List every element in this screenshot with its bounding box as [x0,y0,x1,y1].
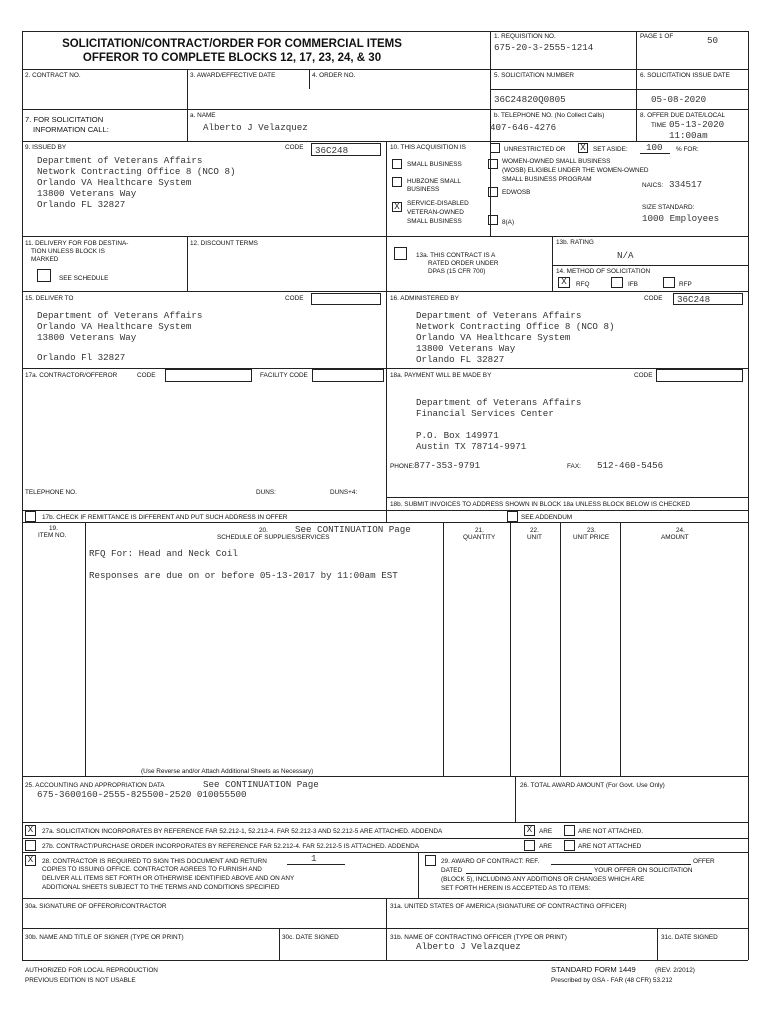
payment-line-2: Financial Services Center [416,408,554,419]
payment-line-1: Department of Veterans Affairs [416,397,582,408]
contractor-code-label: CODE [137,372,156,379]
deliver-to-line-5: Orlando Fl 32827 [37,352,126,363]
deliver-to-code-label: CODE [285,295,304,302]
ifb-checkbox[interactable] [611,277,623,288]
unit-header-1: 22. [530,527,539,534]
rfq-label: RFQ [576,281,590,288]
administered-by-line-2: Network Contracting Office 8 (NCO 8) [416,321,615,332]
acquisition-label: 10. THIS ACQUISITION IS [390,144,466,151]
offer-due-label: 8. OFFER DUE DATE/LOCAL [640,112,726,119]
administered-by-line-3: Orlando VA Healthcare System [416,332,571,343]
accounting-see-continuation: See CONTINUATION Page [203,779,319,790]
issued-by-label: 9. ISSUED BY [25,144,67,151]
naics-label: NAICS: [642,182,664,189]
administered-by-line-5: Orlando FL 32827 [416,354,505,365]
remittance-checkbox[interactable] [25,511,36,522]
payment-label: 18a. PAYMENT WILL BE MADE BY [390,372,492,379]
item-no-header-1: 19. [49,525,58,532]
issued-by-line-5: Orlando FL 32827 [37,199,126,210]
unit-price-header-2: UNIT PRICE [573,534,610,541]
requisition-value[interactable]: 675-20-3-2555-1214 [494,42,594,53]
27b-are-checkbox[interactable] [524,840,535,851]
unit-price-header-1: 23. [587,527,596,534]
issued-by-code-label: CODE [285,144,304,151]
size-standard-label: SIZE STANDARD: [642,204,695,211]
remittance-label: 17b. CHECK IF REMITTANCE IS DIFFERENT AND PUT SUCH ADDRESS IN OFFER [42,514,288,521]
issue-date-value[interactable]: 05-08-2020 [651,94,707,105]
deliver-to-line-2: Orlando VA Healthcare System [37,321,192,332]
8a-checkbox[interactable] [488,215,498,225]
hubzone-label-2: BUSINESS [407,186,440,193]
small-business-checkbox[interactable] [392,159,402,169]
payment-code-label: CODE [634,372,653,379]
schedule-header-2: SCHEDULE OF SUPPLIES/SERVICES [217,534,330,541]
27a-are-label: ARE [539,828,553,835]
issued-by-code-box[interactable] [311,143,381,156]
administered-by-code-value: 36C248 [677,294,711,305]
naics-value[interactable]: 334517 [669,179,703,190]
sdvosb-label-1: SERVICE-DISABLED [407,200,469,207]
29-line-4: SET FORTH HEREIN IS ACCEPTED AS TO ITEMS: [441,885,591,892]
28-checkbox[interactable]: X [25,855,36,866]
payment-fax-label: FAX: [567,463,581,470]
rated-order-label-2: RATED ORDER UNDER [428,260,499,267]
28-line-2: COPIES TO ISSUING OFFICE. CONTRACTOR AGREES TO FURNISH AND [42,866,262,873]
administered-by-code-label: CODE [644,295,663,302]
delivery-label-2: TION UNLESS BLOCK IS [31,248,105,255]
rated-order-checkbox[interactable] [394,247,407,260]
see-schedule-checkbox[interactable] [37,269,51,282]
solicitation-no-label: 5. SOLICITATION NUMBER [494,72,575,79]
8a-label: 8(A) [502,219,515,226]
delivery-label-3: MARKED [31,256,59,263]
issue-date-label: 6. SOLICITATION ISSUE DATE [640,72,730,79]
29-dated: DATED [441,867,463,874]
27b-are-not-label: ARE NOT ATTACHED [578,843,642,850]
quantity-header-1: 21. [475,527,484,534]
requisition-label: 1. REQUISITION NO. [494,33,556,40]
previous-edition: PREVIOUS EDITION IS NOT USABLE [25,977,136,984]
discount-terms-label: 12. DISCOUNT TERMS [190,240,258,247]
signature-officer-label: 31a. UNITED STATES OF AMERICA (SIGNATURE OF CONTRACTING OFFICER) [390,903,627,910]
reverse-note: (Use Reverse and/or Attach Additional Sheets as Necessary) [141,768,314,775]
issued-by-line-3: Orlando VA Healthcare System [37,177,192,188]
amount-header-1: 24. [676,527,685,534]
27a-are-not-label: ARE NOT ATTACHED. [578,828,643,835]
facility-code-box[interactable] [312,369,384,382]
payment-line-5: Austin TX 78714-9971 [416,441,527,452]
percent-for-label: % FOR: [676,146,699,153]
small-business-label: SMALL BUSINESS [407,161,462,168]
ifb-label: IFB [628,281,638,288]
edwosb-checkbox[interactable] [488,187,498,197]
addendum-checkbox[interactable] [507,511,518,522]
set-aside-checkbox[interactable]: X [578,143,588,153]
contractor-telephone-label: TELEPHONE NO. [25,489,77,496]
signer-date-label: 30c. DATE SIGNED [282,934,339,941]
form-title-line2: OFFEROR TO COMPLETE BLOCKS 12, 17, 23, 24, & 30 [82,52,382,64]
duns4-label: DUNS+4: [330,489,358,496]
schedule-rfq-text: RFQ For: Head and Neck Coil [89,548,238,559]
27b-are-not-checkbox[interactable] [564,840,575,851]
administered-by-code-box[interactable] [673,293,743,305]
sdvosb-checkbox[interactable]: X [392,202,402,212]
29-line-3: (BLOCK 5), INCLUDING ANY ADDITIONS OR CHANGES WHICH ARE [441,876,645,883]
method-label: 14. METHOD OF SOLICITATION [556,268,651,275]
28-line-3: DELIVER ALL ITEMS SET FORTH OR OTHERWISE IDENTIFIED ABOVE AND ON ANY [42,875,295,882]
unrestricted-checkbox[interactable] [490,143,500,153]
deliver-to-line-1: Department of Veterans Affairs [37,310,203,321]
issued-by-line-4: 13800 Veterans Way [37,188,137,199]
rfp-checkbox[interactable] [663,277,675,288]
wosb-label-2: (WOSB) ELIGIBLE UNDER THE WOMEN-OWNED [502,167,649,174]
payment-phone-value[interactable]: 877-353-9791 [414,460,481,471]
quantity-header-2: QUANTITY [463,534,496,541]
form-revision: (REV. 2/2012) [655,967,695,974]
accounting-value[interactable]: 675-3600160-2555-825500-2520 010055500 [37,789,247,800]
contact-phone-label: b. TELEPHONE NO. (No Collect Calls) [494,112,605,119]
set-aside-label: SET ASIDE: [593,146,628,153]
total-award-label: 26. TOTAL AWARD AMOUNT (For Govt. Use Only) [520,782,665,789]
unrestricted-label: UNRESTRICTED OR [504,146,566,153]
rfp-label: RFP [679,281,692,288]
size-standard-value[interactable]: 1000 Employees [642,213,720,224]
contact-name-value[interactable]: Alberto J Velazquez [203,122,308,133]
29-your-offer: YOUR OFFER ON SOLICITATION [594,867,693,874]
29-offer: OFFER [693,858,715,865]
delivery-label-1: 11. DELIVERY FOR FOB DESTINA- [25,240,129,247]
27b-are-label: ARE [539,843,553,850]
edwosb-label: EDWOSB [502,189,531,196]
27a-label: 27a. SOLICITATION INCORPORATES BY REFERENCE FAR 52.212-1, 52.212-4. FAR 52.212-3 AND 52.212-5 ARE ATTACHED. ADDENDA [42,828,443,835]
28-copies[interactable]: 1 [311,853,317,864]
prescribed-by: Prescribed by GSA - FAR (48 CFR) 53.212 [551,977,673,984]
offer-due-time-label: TIME [651,122,667,129]
contractor-label: 17a. CONTRACTOR/OFFEROR [25,372,118,379]
administered-by-line-4: 13800 Veterans Way [416,343,516,354]
offer-due-date[interactable]: 05-13-2020 [669,119,725,130]
order-no-label: 4. ORDER NO. [312,72,356,79]
payment-line-4: P.O. Box 149971 [416,430,499,441]
administered-by-line-1: Department of Veterans Affairs [416,310,582,321]
form-name: STANDARD FORM 1449 [551,965,636,974]
contact-name-label: a. NAME [190,112,216,119]
rating-value[interactable]: N/A [617,250,634,261]
unit-header-2: UNIT [527,534,542,541]
offer-due-time[interactable]: 11:00am [669,130,708,141]
issued-by-code-value: 36C248 [315,145,349,156]
contact-phone-value[interactable]: 407-646-4276 [490,122,557,133]
payment-fax-value[interactable]: 512-460-5456 [597,460,664,471]
solicitation-info-label-2: INFORMATION CALL: [33,125,109,134]
amount-header-2: AMOUNT [661,534,689,541]
schedule-responses-text: Responses are due on or before 05-13-2017 by 11:00am EST [89,570,398,581]
27a-are-not-checkbox[interactable] [564,825,575,836]
wosb-label-3: SMALL BUSINESS PROGRAM [502,176,592,183]
addendum-label: SEE ADDENDUM [521,514,573,521]
accounting-label: 25. ACCOUNTING AND APPROPRIATION DATA [25,782,165,789]
signature-offeror-label: 30a. SIGNATURE OF OFFEROR/CONTRACTOR [25,903,167,910]
facility-code-label: FACILITY CODE [260,372,308,379]
duns-label: DUNS: [256,489,276,496]
issued-by-line-2: Network Contracting Office 8 (NCO 8) [37,166,236,177]
submit-invoices-label: 18b. SUBMIT INVOICES TO ADDRESS SHOWN IN BLOCK 18a UNLESS BLOCK BELOW IS CHECKED [390,501,691,508]
rfq-checkbox[interactable]: X [558,277,570,288]
wosb-label-1: WOMEN-OWNED SMALL BUSINESS [502,158,611,165]
29-line-1: 29. AWARD OF CONTRACT: REF. [441,858,540,865]
payment-phone-label: PHONE: [390,463,415,470]
item-no-header-2: ITEM NO. [38,532,67,539]
signer-name-label: 30b. NAME AND TITLE OF SIGNER (TYPE OR PRINT) [25,934,184,941]
deliver-to-code-box[interactable] [311,293,381,305]
sdvosb-label-2: VETERAN-OWNED [407,209,464,216]
payment-code-box[interactable] [656,369,743,382]
27b-label: 27b. CONTRACT/PURCHASE ORDER INCORPORATES BY REFERENCE FAR 52.212-4. FAR 52.212-5 IS ATTACHED. ADDENDA [42,843,420,850]
28-line-1: 28. CONTRACTOR IS REQUIRED TO SIGN THIS DOCUMENT AND RETURN [42,858,267,865]
rating-label: 13b. RATING [556,239,594,246]
27b-checkbox[interactable] [25,840,36,851]
auth-reproduction: AUTHORIZED FOR LOCAL REPRODUCTION [25,967,158,974]
contractor-code-box[interactable] [165,369,252,382]
wosb-checkbox[interactable] [488,159,498,169]
solicitation-info-label-1: 7. FOR SOLICITATION [25,115,104,124]
see-schedule-label: SEE SCHEDULE [59,275,109,282]
officer-name-value[interactable]: Alberto J Velazquez [416,941,521,952]
hubzone-checkbox[interactable] [392,177,402,187]
deliver-to-line-3: 13800 Veterans Way [37,332,137,343]
page-total: 50 [707,35,719,46]
deliver-to-label: 15. DELIVER TO [25,295,74,302]
issued-by-line-1: Department of Veterans Affairs [37,155,203,166]
contract-no-label: 2. CONTRACT NO. [25,72,81,79]
sdvosb-label-3: SMALL BUSINESS [407,218,462,225]
schedule-see-continuation: See CONTINUATION Page [295,524,411,535]
rated-order-label-3: DPAS (15 CFR 700) [428,268,486,275]
officer-date-label: 31c. DATE SIGNED [661,934,718,941]
award-date-label: 3. AWARD/EFFECTIVE DATE [190,72,276,79]
administered-by-label: 16. ADMINISTERED BY [390,295,459,302]
28-line-4: ADDITIONAL SHEETS SUBJECT TO THE TERMS AND CONDITIONS SPECIFIED [42,884,280,891]
29-checkbox[interactable] [425,855,436,866]
set-aside-percent[interactable]: 100 [646,142,663,153]
27a-are-checkbox[interactable]: X [524,825,535,836]
officer-name-label: 31b. NAME OF CONTRACTING OFFICER (TYPE OR PRINT) [390,934,567,941]
hubzone-label-1: HUBZONE SMALL [407,178,461,185]
page-label: PAGE 1 OF [640,33,674,40]
schedule-header-1: 20. [259,527,268,534]
27a-checkbox[interactable]: X [25,825,36,836]
form-title-line1: SOLICITATION/CONTRACT/ORDER FOR COMMERCIAL ITEMS [62,38,402,50]
solicitation-no-value[interactable]: 36C24820Q0805 [494,94,566,105]
rated-order-label-1: 13a. THIS CONTRACT IS A [416,252,496,259]
